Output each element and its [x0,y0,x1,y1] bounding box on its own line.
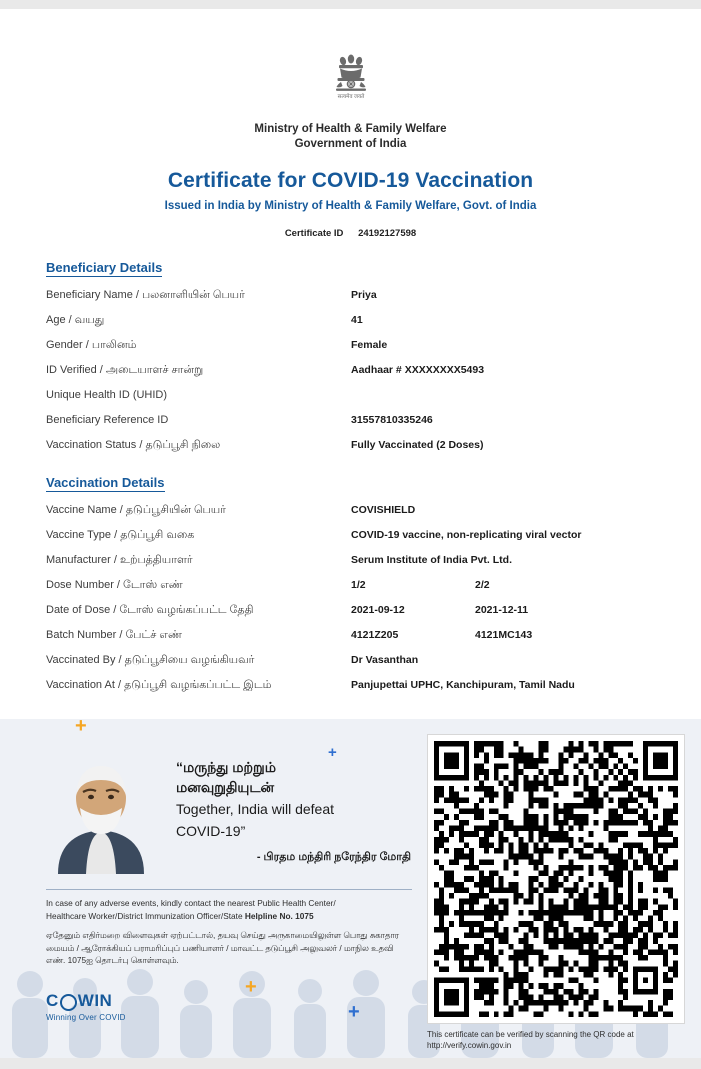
cowin-logo [46,991,126,1022]
table-row [0,527,701,552]
field-value [351,577,655,594]
emblem-container [0,9,701,118]
quote-english-line-1: Together, India will defeat [176,801,334,817]
cowin-name-part-2: WIN [77,991,113,1010]
field-label: Dose Number / டோஸ் எண் [46,579,183,591]
field-label: Vaccine Type / தடுப்பூசி வகை [46,529,195,541]
quote-tamil-line-2: மனவுறுதியுடன் [176,779,275,795]
field-label: Beneficiary Reference ID [46,414,169,426]
field-value: 41 [351,314,363,326]
field-label: Beneficiary Name / பலனாளியின் பெயர் [46,289,245,301]
vaccination-section [0,474,701,702]
qr-note-line-1: This certificate can be verified by scanning the QR code at [427,1030,634,1039]
plus-decoration-icon: + [245,976,257,998]
ministry-name [0,122,701,152]
divider [46,889,412,890]
table-row [0,362,701,387]
certificate-id [0,228,701,239]
quote-tamil-line-1: “மருந்து மற்றும் [176,759,277,775]
table-row [0,287,701,312]
page-title: Certificate for COVID-19 Vaccination [167,169,534,192]
field-label: Vaccination Status / தடுப்பூசி நிலை [46,439,221,451]
table-row [0,502,701,527]
table-row [0,412,701,437]
advice-tamil: ஏதேனும் எதிர்மறை விளைவுகள் ஏற்பட்டால், தயவு செய்து அருகாமையிலுள்ள பொது சுகாதார மையம் / ஆரோக்கியப் பராமரிப்புப் பணியாளர் / மாவட்ட தடுப்பூசி அலுவலர் / மாநில உதவி எண். 1075ஐ தொடர்பு கொள்ளவும். [46,930,399,965]
field-label: Vaccinated By / தடுப்பூசியை வழங்கியவர் [46,654,255,666]
field-value: 31557810335246 [351,414,433,426]
globe-icon [60,994,77,1011]
field-label: Gender / பாலினம் [46,339,137,351]
field-label: Unique Health ID (UHID) [46,389,168,401]
field-label: Vaccine Name / தடுப்பூசியின் பெயர் [46,504,226,516]
dose-1-date: 2021-09-12 [351,604,405,616]
table-row [0,387,701,412]
vaccination-rows [0,502,701,702]
advice-line-1: In case of any adverse events, kindly contact the nearest Public Health Center/ [46,898,336,908]
field-value [351,602,655,619]
field-value [351,627,655,644]
table-row [0,602,701,627]
field-label: Age / வயது [46,314,105,326]
india-state-emblem-icon [328,51,374,113]
prime-minister-photo [46,752,156,874]
cowin-tagline: Winning Over COVID [46,1013,126,1022]
field-label: Manufacturer / உற்பத்தியாளர் [46,554,193,566]
dose-2-value: 2/2 [475,579,490,591]
table-row [0,577,701,602]
dose-2-date: 2021-12-11 [475,604,529,616]
ministry-line-2: Government of India [294,138,407,150]
dose-1-batch: 4121Z205 [351,629,399,641]
field-value: Panjupettai UPHC, Kanchipuram, Tamil Nadu [351,679,575,691]
adverse-event-advice [46,897,412,967]
table-row [0,437,701,462]
field-label: ID Verified / அடையாளச் சான்று [46,364,204,376]
qr-note-line-2: http://verify.cowin.gov.in [427,1041,512,1050]
quote-english-line-2: COVID-19” [176,823,246,839]
field-value: Dr Vasanthan [351,654,419,666]
footer-band [0,719,701,1058]
helpline-number: Helpline No. 1075 [244,910,314,921]
table-row [0,552,701,577]
qr-code-container [427,734,685,1024]
plus-decoration-icon: + [328,744,337,761]
table-row [0,652,701,677]
beneficiary-rows [0,287,701,462]
field-value: Fully Vaccinated (2 Doses) [351,439,484,451]
beneficiary-section-title: Beneficiary Details [46,260,163,275]
field-value: COVISHIELD [351,504,416,516]
field-value: Female [351,339,388,351]
certificate-id-label: Certificate ID [284,228,344,239]
table-row [0,627,701,652]
cowin-wordmark [46,991,126,1011]
dose-1-value: 1/2 [351,579,366,591]
field-value: Aadhaar # XXXXXXXX5493 [351,364,485,376]
dose-2-batch: 4121MC143 [475,629,533,641]
table-row [0,337,701,362]
pm-quote [176,757,411,865]
table-row [0,677,701,702]
certificate-sheet [0,9,701,1058]
field-label: Batch Number / பேட்ச் எண் [46,629,182,641]
certificate-id-value: 24192127598 [358,228,417,239]
qr-code-image [434,741,678,1017]
plus-decoration-icon: + [75,719,87,737]
field-value: COVID-19 vaccine, non-replicating viral vector [351,529,582,541]
cowin-name-part-1: C [46,991,59,1010]
ministry-line-1: Ministry of Health & Family Welfare [254,123,447,135]
field-label: Vaccination At / தடுப்பூசி வழங்கப்பட்ட இடம் [46,679,272,691]
plus-decoration-icon: + [348,1001,360,1023]
svg-text:सत्यमेव जयते: सत्यमेव जयते [337,94,364,100]
advice-line-2: Healthcare Worker/District Immunization Officer/State [46,910,243,921]
field-label: Date of Dose / டோஸ் வழங்கப்பட்ட தேதி [46,604,254,616]
field-value: Serum Institute of India Pvt. Ltd. [351,554,513,566]
beneficiary-section [0,259,701,462]
qr-verification-note [427,1029,689,1051]
field-value: Priya [351,289,377,301]
page-subtitle: Issued in India by Ministry of Health & Family Welfare, Govt. of India [164,200,537,212]
quote-attribution: - பிரதம மந்திரி நரேந்திர மோதி [256,851,411,863]
table-row [0,312,701,337]
vaccination-section-title: Vaccination Details [46,475,165,490]
